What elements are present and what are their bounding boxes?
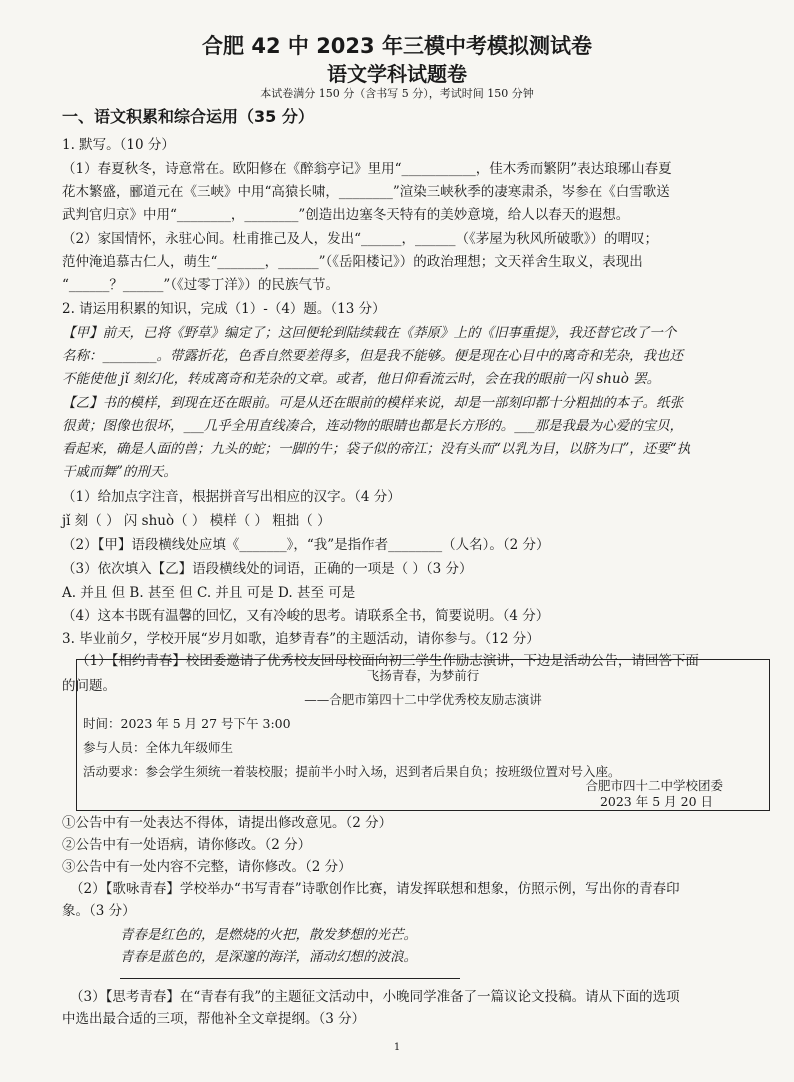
q1-line: “______？______”（《过零丁洋》）的民族气节。 — [62, 277, 340, 293]
passage-yi-line: 干戚而舞”的刑天。 — [62, 464, 177, 480]
q3-part1: （1）【相约青春】校团委邀请了优秀校友回母校面向初三学生作励志演讲，下边是活动公告，请回答下面 — [76, 653, 699, 669]
q2-sub4: （4）这本书既有温馨的回忆，又有冷峻的思考。请联系全书，简要说明。（4 分） — [62, 608, 550, 624]
passage-jia-line: 名称：________。带露折花，色香自然要差得多，但是我不能够。便是现在心目中的离奇和芜杂，我也还 — [62, 348, 683, 364]
q3-correction: ①公告中有一处表达不得体，请提出修改意见。（2 分） — [62, 815, 393, 831]
q3-part3-cont: 中选出最合适的三项，帮他补全文章提纲。（3 分） — [62, 1011, 366, 1027]
q3-correction: ③公告中有一处内容不完整，请你修改。（2 分） — [62, 859, 352, 875]
notice-title: 飞扬青春，为梦前行 — [366, 668, 480, 683]
notice-requirements: 活动要求：参会学生须统一着装校服；提前半小时入场，迟到者后果自负；按班级位置对号入座。 — [83, 764, 621, 779]
q1-heading: 1. 默写。（10 分） — [62, 137, 175, 153]
passage-yi-line: 【乙】书的模样，到现在还在眼前。可是从还在眼前的模样来说，却是一部刻印都十分粗拙的本子。纸张 — [62, 395, 683, 411]
notice-box — [76, 659, 770, 811]
page-number: 1 — [393, 1042, 401, 1053]
notice-organizer: 合肥市四十二中学校团委 — [585, 778, 723, 793]
q3-part1-cont: 的问题。 — [62, 678, 116, 694]
q1-line: 范仲淹追慕古仁人，萌生“_______，______”（《岳阳楼记》）的政治理想；文天祥舍生取义，表现出 — [62, 254, 643, 270]
q2-sub2: （2）【甲】语段横线处应填《_______》，“我”是指作者________（人名）。（2 分） — [62, 537, 550, 553]
q1-line: （1）春夏秋冬，诗意常在。欧阳修在《醉翁亭记》里用“___________，佳木秀而繁阴”表达琅琊山春夏 — [62, 161, 672, 177]
notice-subtitle: ——合肥市第四十二中学优秀校友励志演讲 — [304, 692, 542, 707]
q2-sub3: （3）依次填入【乙】语段横线处的词语，正确的一项是（ ）（3 分） — [62, 561, 473, 577]
q2-sub1: （1）给加点字注音，根据拼音写出相应的汉字。（4 分） — [62, 489, 401, 505]
answer-line[interactable] — [120, 978, 460, 979]
passage-jia-line: 【甲】前天，已将《野草》编定了；这回便轮到陆续载在《莽原》上的《旧事重提》，我还替它改了一个 — [62, 325, 677, 341]
q3-part2-cont: 象。（3 分） — [62, 903, 136, 919]
q2-heading: 2. 请运用积累的知识，完成（1）-（4）题。（13 分） — [62, 301, 386, 317]
section-heading: 一、语文积累和综合运用（35 分） — [62, 107, 314, 126]
q1-line: （2）家国情怀，永驻心间。杜甫推己及人，发出“______，______（《茅屋为秋风所破歌》）的喟叹； — [62, 231, 658, 247]
poem-example: 青春是红色的，是燃烧的火把，散发梦想的光芒。 — [120, 927, 417, 943]
notice-date: 2023 年 5 月 20 日 — [599, 794, 713, 809]
exam-info: 本试卷满分 150 分（含书写 5 分），考试时间 150 分钟 — [260, 87, 534, 100]
q2-sub3-options: A. 并且 但 B. 甚至 但 C. 并且 可是 D. 甚至 可是 — [62, 585, 356, 601]
q3-heading: 3. 毕业前夕，学校开展“岁月如歌，追梦青春”的主题活动，请你参与。（12 分） — [62, 631, 540, 647]
q2-sub1-blanks: jǐ 刻（ ） 闪 shuò（ ） 模样（ ） 粗拙（ ） — [62, 513, 331, 529]
passage-yi-line: 很黄；图像也很坏，___几乎全用直线凑合，连动物的眼睛也都是长方形的。___那是我最为心爱的宝贝， — [62, 418, 683, 434]
q3-part3: （3）【思考青春】在“青春有我”的主题征文活动中，小晚同学准备了一篇议论文投稿。请从下面的选项 — [70, 989, 680, 1005]
passage-jia-line: 不能使他 jǐ 刻幻化，转成离奇和芜杂的文章。或者，他日仰看流云时，会在我的眼前一闪 shuò 罢。 — [62, 371, 661, 387]
q1-line: 武判官归京》中用“________，________”创造出边塞冬天特有的美妙意境，给人以春天的遐想。 — [62, 207, 630, 223]
q1-line: 花木繁盛，郦道元在《三峡》中用“高猿长啸，________”渲染三峡秋季的凄寒肃杀，岑参在《白雪歌送 — [62, 184, 670, 200]
notice-time: 时间：2023 年 5 月 27 号下午 3:00 — [83, 716, 291, 731]
exam-title: 合肥 42 中 2023 年三模中考模拟测试卷 — [202, 34, 592, 58]
exam-subject-title: 语文学科试题卷 — [327, 62, 467, 86]
poem-example: 青春是蓝色的，是深邃的海洋，涌动幻想的波浪。 — [120, 949, 417, 965]
notice-participants: 参与人员：全体九年级师生 — [83, 740, 234, 755]
passage-yi-line: 看起来，确是人面的兽；九头的蛇；一脚的牛；袋子似的帝江；没有头而“以乳为目，以脐为口”，还要“执 — [62, 441, 691, 457]
q3-part2: （2）【歌咏青春】学校举办“书写青春”诗歌创作比赛，请发挥联想和想象，仿照示例，写出你的青春印 — [70, 881, 680, 897]
q3-correction: ②公告中有一处语病，请你修改。（2 分） — [62, 837, 312, 853]
